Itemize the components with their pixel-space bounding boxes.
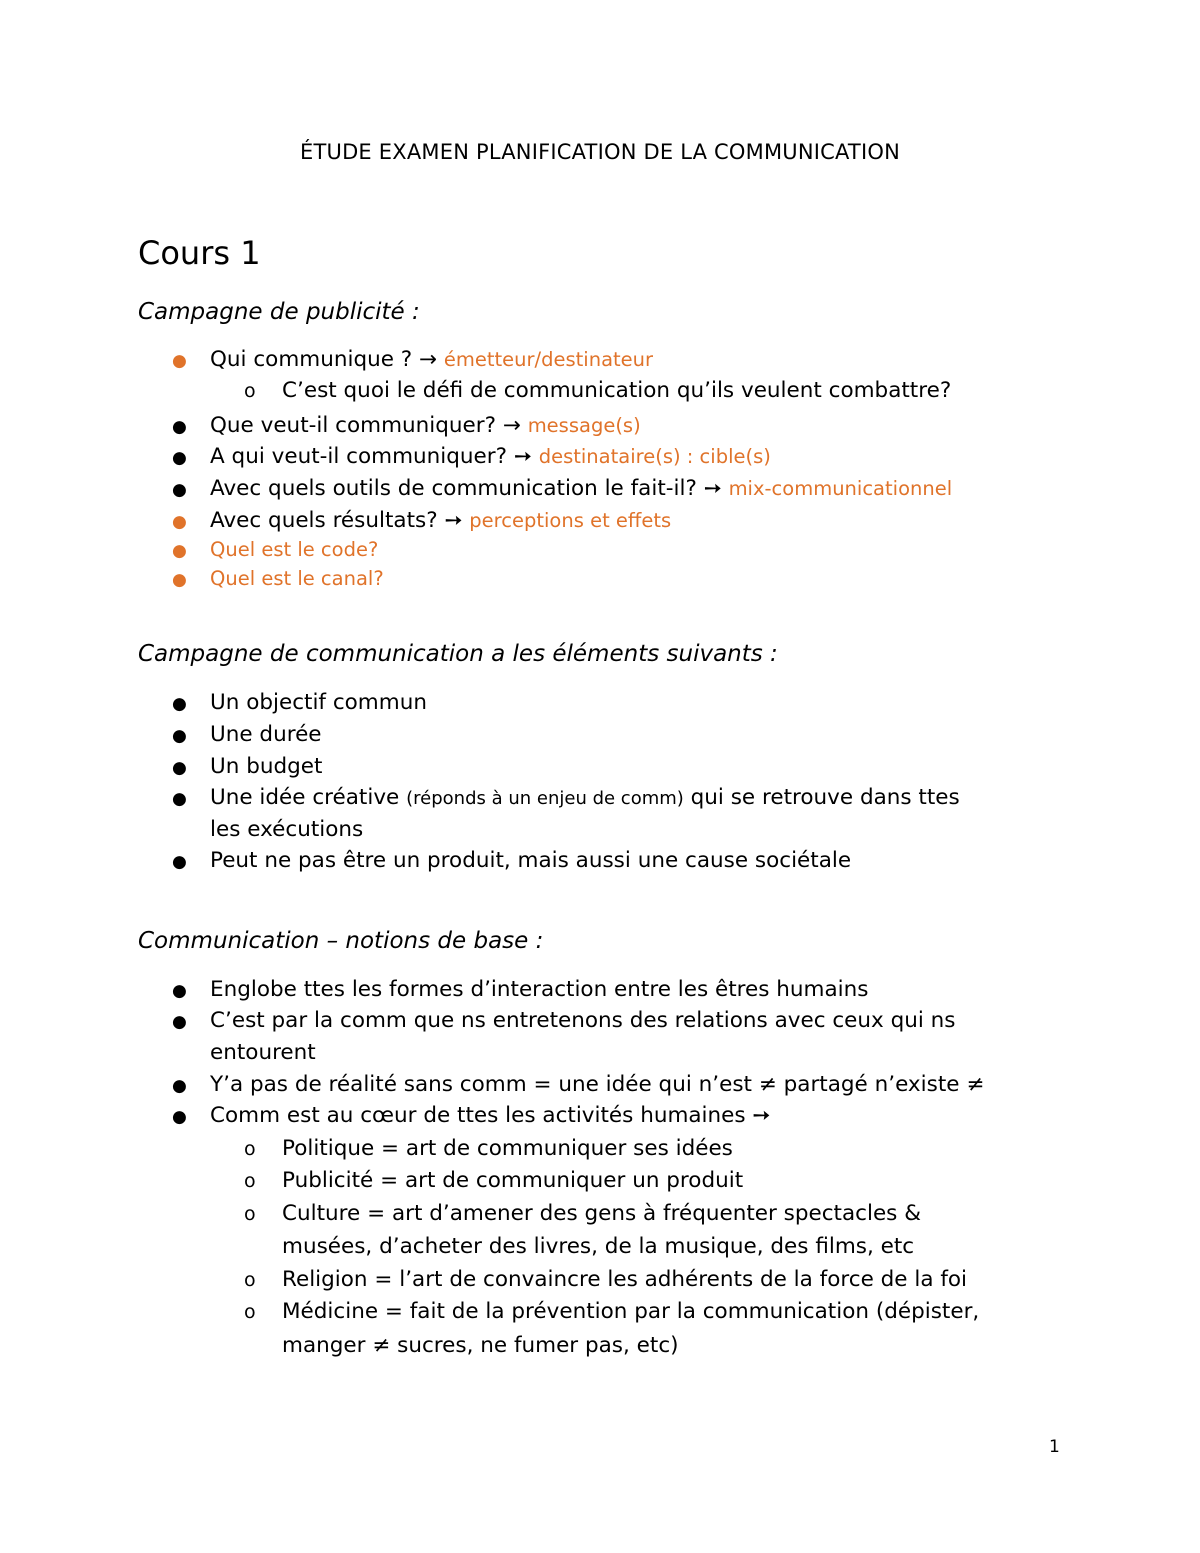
bullet-icon: ● — [172, 448, 187, 468]
list-item-text: Politique = art de communiquer ses idées — [282, 1136, 733, 1161]
bullet-icon: ● — [172, 512, 187, 532]
bullet-icon: ● — [172, 1107, 187, 1127]
list-item — [210, 476, 952, 502]
list-item — [282, 1168, 743, 1194]
list-item-text: Médicine = fait de la prévention par la communication (dépister, — [282, 1299, 980, 1324]
bullet-icon: ● — [172, 1012, 187, 1032]
list-item — [282, 1234, 914, 1260]
list-item — [210, 508, 671, 534]
sub-bullet-icon: o — [244, 1203, 256, 1225]
list-item-answer: destinataire(s) : cible(s) — [538, 445, 771, 468]
list-item-answer: mix-communicationnel — [728, 477, 953, 500]
list-item-text: Une durée — [210, 722, 322, 747]
list-item-text: Culture = art d’amener des gens à fréquenter spectacles & — [282, 1201, 921, 1226]
list-item-text: Un objectif commun — [210, 690, 427, 715]
list-item-answer: Quel est le code? — [210, 538, 379, 561]
list-item — [210, 848, 851, 874]
list-item — [210, 537, 378, 563]
list-item-text: manger ≠ sucres, ne fumer pas, etc) — [282, 1333, 679, 1358]
list-item — [210, 1008, 956, 1034]
list-item — [210, 722, 322, 748]
list-item — [210, 690, 427, 716]
section-title-campagne-communication: Campagne de communication a les éléments suivants : — [138, 641, 778, 667]
list-item-text: les exécutions — [210, 817, 364, 842]
sub-bullet-icon: o — [244, 1170, 256, 1192]
document-title: ÉTUDE EXAMEN PLANIFICATION DE LA COMMUNICATION — [300, 140, 900, 164]
heading-cours-1: Cours 1 — [138, 234, 261, 272]
list-item-text: Publicité = art de communiquer un produit — [282, 1168, 744, 1193]
list-item-text: Religion = l’art de convaincre les adhérents de la force de la foi — [282, 1267, 968, 1292]
list-item-text: Une idée créative — [210, 785, 407, 810]
list-item-note: (réponds à un enjeu de comm) — [406, 788, 684, 809]
list-item-text: C’est par la comm que ns entretenons des relations avec ceux qui ns — [210, 1008, 956, 1033]
bullet-icon: ● — [172, 1076, 187, 1096]
list-item — [210, 1103, 770, 1129]
list-item-answer: message(s) — [527, 414, 641, 437]
list-item-text: Y’a pas de réalité sans comm = une idée qui n’est ≠ partagé n’existe ≠ — [210, 1072, 985, 1097]
list-item — [210, 1040, 316, 1066]
list-item — [210, 817, 363, 843]
list-item-text: Avec quels outils de communication le fait-il? ➙ — [210, 476, 729, 501]
list-item — [210, 977, 868, 1003]
sub-bullet-icon: o — [244, 380, 256, 402]
list-item-text: Comm est au cœur de ttes les activités humaines ➙ — [210, 1103, 771, 1128]
list-item-text: musées, d’acheter des livres, de la musique, des films, etc — [282, 1234, 915, 1259]
bullet-icon: ● — [172, 726, 187, 746]
sub-bullet-icon: o — [244, 1269, 256, 1291]
sub-bullet-icon: o — [244, 1301, 256, 1323]
list-item — [282, 1267, 967, 1293]
bullet-icon: ● — [172, 570, 187, 590]
section-title-notions-de-base: Communication – notions de base : — [138, 928, 544, 954]
list-item — [210, 347, 653, 373]
list-item-text: Avec quels résultats? ➙ — [210, 508, 470, 533]
bullet-icon: ● — [172, 480, 187, 500]
bullet-icon: ● — [172, 852, 187, 872]
list-item-text: Peut ne pas être un produit, mais aussi une cause sociétale — [210, 848, 852, 873]
list-item — [282, 1299, 979, 1325]
list-item-text: Qui communique ? → — [210, 347, 444, 372]
list-item-text: entourent — [210, 1040, 316, 1065]
list-item — [210, 444, 771, 470]
list-item-text: Englobe ttes les formes d’interaction entre les êtres humains — [210, 977, 869, 1002]
list-item — [210, 413, 641, 439]
bullet-icon: ● — [172, 981, 187, 1001]
list-item-text: Que veut-il communiquer? → — [210, 413, 528, 438]
list-item-text: C’est quoi le défi de communication qu’ils veulent combattre? — [282, 378, 952, 403]
bullet-icon: ● — [172, 789, 187, 809]
list-item-answer: perceptions et effets — [469, 509, 672, 532]
list-item-answer: émetteur/destinateur — [443, 348, 654, 371]
list-item-text: A qui veut-il communiquer? ➙ — [210, 444, 539, 469]
list-item-text: qui se retrouve dans ttes — [683, 785, 960, 810]
bullet-icon: ● — [172, 758, 187, 778]
sub-bullet-icon: o — [244, 1138, 256, 1160]
list-item — [282, 378, 951, 404]
bullet-icon: ● — [172, 417, 187, 437]
section-title-campagne-publicite: Campagne de publicité : — [138, 299, 420, 325]
list-item — [282, 1333, 679, 1359]
bullet-icon: ● — [172, 541, 187, 561]
list-item — [210, 1072, 984, 1098]
list-item — [282, 1136, 733, 1162]
bullet-icon: ● — [172, 694, 187, 714]
list-item-answer: Quel est le canal? — [210, 567, 384, 590]
page-number: 1 — [1049, 1437, 1060, 1457]
list-item — [282, 1201, 921, 1227]
list-item — [210, 566, 384, 592]
list-item — [210, 785, 960, 811]
list-item-text: Un budget — [210, 754, 323, 779]
bullet-icon: ● — [172, 351, 187, 371]
list-item — [210, 754, 322, 780]
